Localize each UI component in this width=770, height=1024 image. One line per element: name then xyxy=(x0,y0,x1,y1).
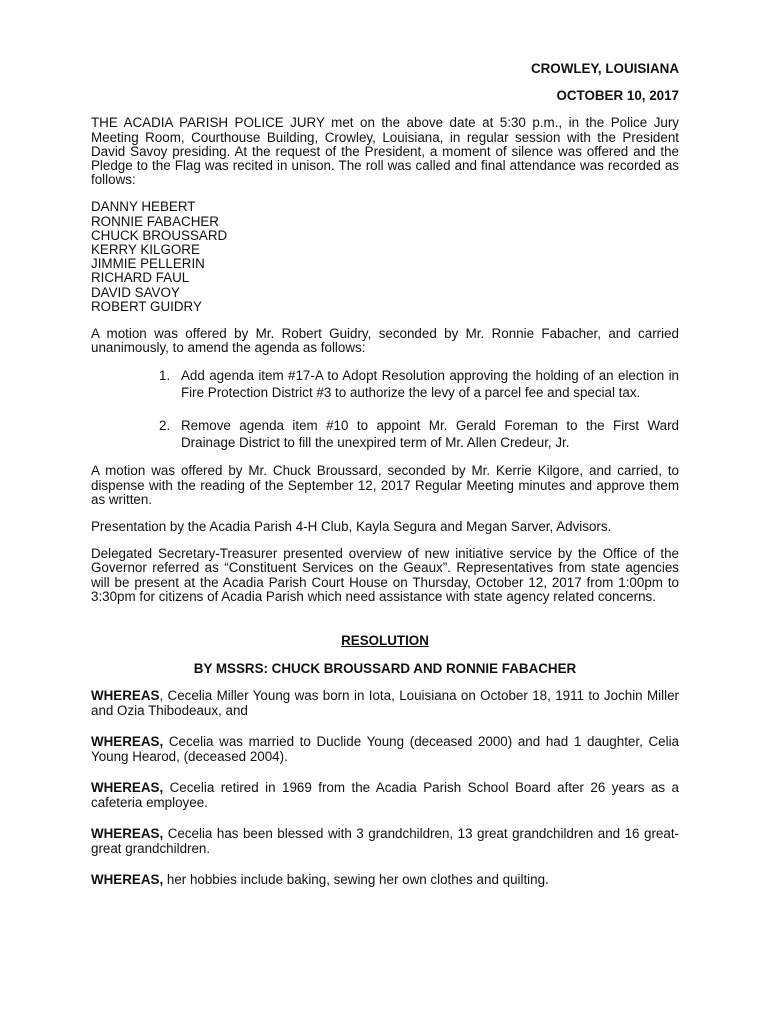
roll-member: JIMMIE PELLERIN xyxy=(91,256,205,272)
amendment-number: 2. xyxy=(159,418,171,434)
whereas-clause xyxy=(91,873,679,888)
agenda-motion-paragraph: A motion was offered by Mr. Robert Guidry, seconded by Mr. Ronnie Fabacher, and carried unanimously, to amend the agenda as follows: xyxy=(91,326,679,356)
amendment-text: Remove agenda item #10 to appoint Mr. Gerald Foreman to the First Ward Drainage District to fill the unexpired term of Mr. Allen Credeur, Jr. xyxy=(181,418,679,450)
agenda-amendments-list xyxy=(91,368,679,451)
whereas-clause xyxy=(91,735,679,764)
resolution-sponsors: BY MSSRS: CHUCK BROUSSARD AND RONNIE FABACHER xyxy=(193,661,577,677)
date-heading: OCTOBER 10, 2017 xyxy=(556,88,679,104)
whereas-keyword: WHEREAS, xyxy=(91,872,164,888)
roll-call-list xyxy=(91,200,679,314)
amendment-item xyxy=(159,418,679,451)
resolution-title: RESOLUTION xyxy=(341,633,429,649)
whereas-clause xyxy=(91,827,679,856)
whereas-text: , Cecelia Miller Young was born in Iota, Louisiana on October 18, 1911 to Jochin Miller and Ozia Thibodeaux, and xyxy=(91,688,679,718)
location-heading: CROWLEY, LOUISIANA xyxy=(530,61,679,76)
whereas-keyword: WHEREAS, xyxy=(91,734,164,750)
minutes-motion-paragraph: A motion was offered by Mr. Chuck Broussard, seconded by Mr. Kerrie Kilgore, and carried, to dispense with the reading of the September 12, 2017 Regular Meeting minutes and approve them as written. xyxy=(91,463,679,507)
whereas-text: Cecelia was married to Duclide Young (deceased 2000) and had 1 daughter, Celia Young Hearod, (deceased 2004). xyxy=(91,734,679,764)
presentation-paragraph: Presentation by the Acadia Parish 4-H Club, Kayla Segura and Megan Sarver, Advisors. xyxy=(91,519,612,535)
intro-paragraph: THE ACADIA PARISH POLICE JURY met on the above date at 5:30 p.m., in the Police Jury Meeting Room, Courthouse Building, Crowley, Louisiana, in regular session with the President David Savoy presiding. At the request of the President, a moment of silence was offered and the Pledge to the Flag was recited in unison. The roll was called and final attendance was recorded as follows: xyxy=(91,115,679,188)
whereas-keyword: WHEREAS xyxy=(91,688,160,704)
whereas-keyword: WHEREAS, xyxy=(91,826,164,842)
whereas-text: Cecelia has been blessed with 3 grandchildren, 13 great grandchildren and 16 great-great grandchildren. xyxy=(91,826,679,856)
whereas-text: Cecelia retired in 1969 from the Acadia Parish School Board after 26 years as a cafeteria employee. xyxy=(91,780,679,810)
whereas-keyword: WHEREAS, xyxy=(91,780,164,796)
roll-member: DANNY HEBERT xyxy=(91,199,196,215)
roll-member: RICHARD FAUL xyxy=(91,270,190,286)
roll-member: RONNIE FABACHER xyxy=(91,213,219,229)
delegated-paragraph: Delegated Secretary-Treasurer presented overview of new initiative service by the Office of the Governor referred as “Constituent Services on the Geaux”. Representatives from state agencies will be present at the Acadia Parish Court House on Thursday, October 12, 2017 from 1:00pm to 3:30pm for citizens of Acadia Parish which need assistance with state agency related concerns. xyxy=(91,546,679,604)
amendment-text: Add agenda item #17-A to Adopt Resolution approving the holding of an election in Fire Protection District #3 to authorize the levy of a parcel fee and special tax. xyxy=(181,368,679,400)
whereas-text: her hobbies include baking, sewing her own clothes and quilting. xyxy=(163,872,549,888)
amendment-item xyxy=(159,368,679,401)
whereas-clause xyxy=(91,689,679,718)
roll-member: CHUCK BROUSSARD xyxy=(91,227,228,243)
roll-member: ROBERT GUIDRY xyxy=(91,298,202,314)
whereas-clause xyxy=(91,781,679,810)
roll-member: KERRY KILGORE xyxy=(91,242,200,258)
roll-member: DAVID SAVOY xyxy=(91,284,180,300)
amendment-number: 1. xyxy=(159,368,171,384)
